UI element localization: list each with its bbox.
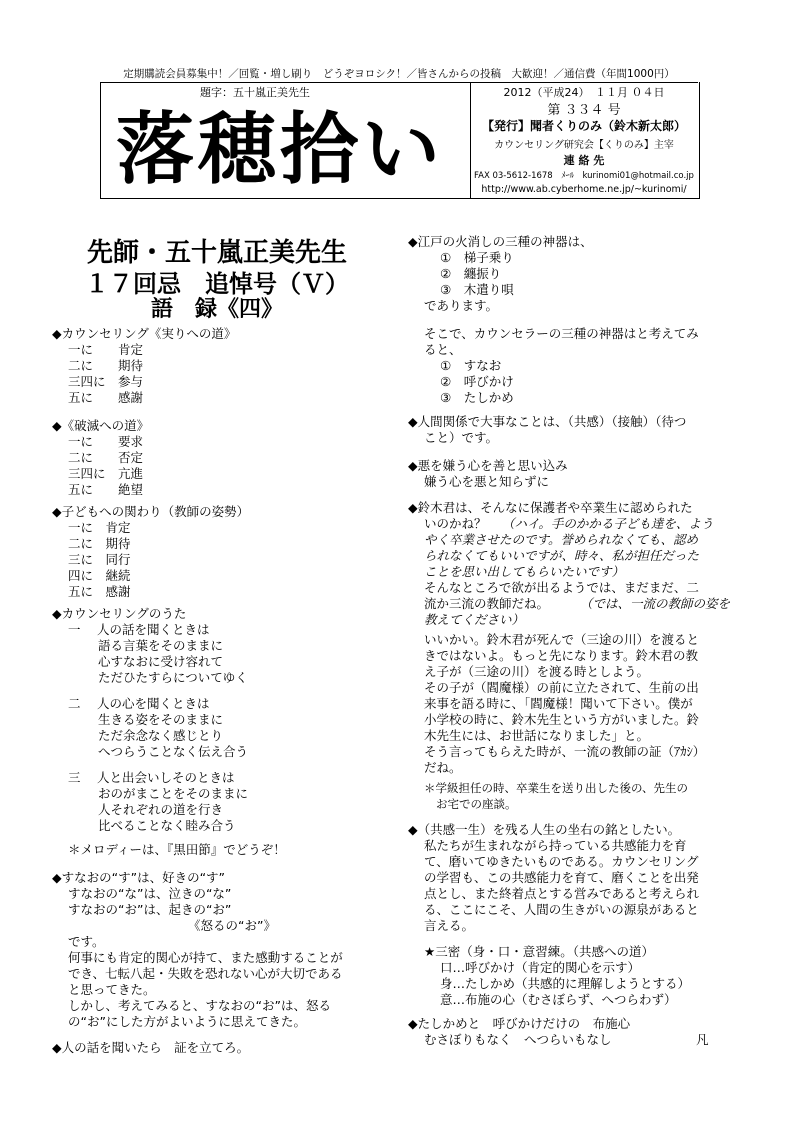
- list-item: 二に 期待: [68, 358, 144, 373]
- section-heading: ◆カウンセリングのうた: [52, 606, 187, 621]
- song-line: 生きる姿をそのままに: [98, 712, 224, 727]
- list-item: 二に 期待: [68, 536, 131, 551]
- paragraph-line: ると、: [424, 342, 462, 357]
- calligraphy-credit: 題字：五十嵐正美先生: [200, 86, 310, 99]
- paragraph-line: 言える。: [424, 918, 475, 933]
- website-url[interactable]: http://www.ab.cyberhome.ne.jp/~kurinomi/: [481, 184, 687, 195]
- list-item: ① すなお: [440, 358, 502, 373]
- list-item: ② 呼びかけ: [440, 374, 514, 389]
- paragraph-line: ◆（共感一生）を残る人生の坐右の銘としたい。: [408, 822, 681, 837]
- list-item: 四に 継続: [68, 568, 131, 583]
- paragraph-line: 流か三流の教師だね。: [424, 596, 550, 611]
- list-item: 三に 同行: [68, 552, 131, 567]
- paragraph-line: ◆鈴木君は、そんなに保護者や卒業生に認められた: [408, 500, 693, 515]
- paragraph-line: いいかい。鈴木君が死んで（三途の川）を渡ると: [424, 632, 700, 647]
- paragraph-line: 嫌う心を悪と知らずに: [424, 474, 550, 489]
- list-item: 五に 感謝: [68, 584, 131, 599]
- memorial-subtitle: １７回忌 追悼号（Ｖ）: [85, 270, 349, 298]
- issue-date: 2012（平成24） １１月 ０４日: [503, 86, 665, 99]
- fax-email: FAX 03-5612-1678 ﾒｰﾙ kurinomi01@hotmail.co.jp: [474, 171, 694, 181]
- paragraph-line: その子が（閻魔様）の前に立たされて、生前の出: [424, 680, 699, 695]
- paragraph-line: の“お”にした方がよいように思えてきた。: [68, 1014, 306, 1029]
- signature: 凡: [696, 1032, 709, 1047]
- paragraph-line: そこで、カウンセラーの三種の神器はと考えてみ: [424, 326, 699, 341]
- publisher: 【発行】聞者くりのみ（鈴木新太郎）: [481, 119, 686, 133]
- paragraph-line: 何事にも肯定的関心が持て、また感動することが: [68, 950, 343, 965]
- paragraph-line: え子が（三途の川）を渡る時としよう。: [424, 664, 650, 679]
- italic-reply: やく卒業させたのです。誉められなくても、認め: [424, 532, 699, 547]
- paragraph-line: て、磨いてゆきたいものである。カウンセリング: [424, 854, 699, 869]
- section-heading: ◆カウンセリング《実りへの道》: [52, 326, 237, 341]
- list-item: 三四に 亢進: [68, 466, 144, 481]
- paragraph-line: しかし、考えてみると、すなおの“お”は、怒る: [68, 998, 331, 1013]
- italic-reply: （では、一流の教師の姿を: [580, 596, 731, 611]
- list-item: 五に 感謝: [68, 390, 144, 405]
- section-heading: ◆子どもへの関わり（教師の姿勢）: [52, 504, 250, 519]
- song-line: 三 人と出会いしそのときは: [68, 770, 235, 785]
- paragraph-line: 口…呼びかけ（肯定的関心を示す）: [440, 960, 641, 975]
- paragraph-line: 点とし、また終着点とする営みであると考えられ: [424, 886, 700, 901]
- paragraph-line: 小学校の時に、鈴木先生という方がいました。鈴: [424, 712, 700, 727]
- italic-reply: ことを思い出してもらいたいです）: [424, 564, 625, 579]
- contact-title: 連 絡 先: [563, 154, 605, 167]
- sayings-heading: 語 録《四》: [150, 297, 283, 322]
- paragraph-line: いのかね？: [424, 516, 487, 531]
- list-item: 一に 要求: [68, 434, 144, 449]
- list-item: 二に 否定: [68, 450, 144, 465]
- footnote-line: ＊学級担任の時、卒業生を送り出した後の、先生の: [424, 781, 689, 795]
- paragraph-line: むさぼりもなく へつらいもなし: [424, 1032, 612, 1047]
- paragraph-line: そんなところで欲が出るようでは、まだまだ、二: [424, 580, 699, 595]
- paragraph-line: そう言ってもらえた時が、一流の教師の証（ｱｶｼ）: [424, 744, 706, 759]
- paragraph-line: だね。: [424, 760, 462, 775]
- logo-text: 落穂拾い: [116, 104, 445, 192]
- section-heading: ◆人の話を聞いたら 証を立てろ。: [52, 1040, 250, 1055]
- paragraph-line: すなおの“な”は、泣きの“な”: [68, 886, 232, 901]
- italic-reply: られなくてもいいですが、時々、私が担任だった: [424, 548, 700, 563]
- paragraph-line: 意…布施の心（むさぼらず、へつらわず）: [440, 992, 677, 1007]
- song-line: おのがまことをそのままに: [98, 786, 249, 801]
- list-item: 一に 肯定: [68, 342, 144, 357]
- italic-reply: 教えてください）: [424, 612, 525, 627]
- song-line: 比べることなく睦み合う: [98, 818, 236, 833]
- organization: カウンセリング研究会【くりのみ】主宰: [494, 140, 674, 151]
- paragraph-line: であります。: [424, 298, 499, 313]
- list-item: ① 梯子乗り: [440, 250, 514, 265]
- paragraph-line: ◆人間関係で大事なことは、（共感）（接触）（待つ: [408, 414, 687, 429]
- paragraph-line: 私たちが生まれながら持っている共感能力を育: [424, 838, 687, 853]
- section-heading: ◆《破滅への道》: [52, 418, 150, 433]
- paragraph-line: すなおの“お”は、起きの“お”: [68, 902, 232, 917]
- issue-number: 第 ３３４ 号: [547, 103, 621, 118]
- song-line: 語る言葉をそのままに: [98, 638, 224, 653]
- italic-reply: （ハイ。手のかかる子ども達を、よう: [502, 516, 714, 531]
- paragraph-line: と思ってきた。: [68, 982, 156, 997]
- subscription-notice: 定期購読会員募集中！／回覧・増し刷り どうぞヨロシク！／皆さんからの投稿 大歓迎！／通信費（年間1000円）: [100, 66, 698, 83]
- list-item: 一に 肯定: [68, 520, 131, 535]
- paragraph-line: ◆たしかめと 呼びかけだけの 布施心: [408, 1016, 631, 1031]
- paragraph-line: る、ここにこそ、人間の生きがいの源泉があると: [424, 902, 699, 917]
- melody-note: ＊メロディーは、『黒田節』でどうぞ！: [68, 842, 286, 857]
- paragraph-line: こと）です。: [424, 430, 499, 445]
- song-line: へつらうことなく伝え合う: [98, 744, 249, 759]
- footnote-line: お宅での座談。: [436, 797, 517, 811]
- list-item: ② 纏振り: [440, 266, 502, 281]
- paragraph-line: ★三密（身・口・意習練。（共感への道）: [424, 944, 654, 959]
- song-line: 一 人の話を聞くときは: [68, 622, 210, 637]
- song-line: 心すなおに受け容れて: [98, 654, 224, 669]
- song-line: ただひたすらについてゆく: [98, 670, 248, 685]
- paragraph-line: です。: [68, 934, 105, 949]
- list-item: 五に 絶望: [68, 482, 144, 497]
- song-line: 人それぞれの道を行き: [98, 802, 224, 817]
- section-heading: ◆江戸の火消しの三種の神器は、: [408, 234, 593, 249]
- paragraph-line: でき、七転八起・失敗を恐れない心が大切である: [68, 966, 343, 981]
- list-item: 三四に 参与: [68, 374, 144, 389]
- paragraph-line: 《怒るの“お”》: [188, 918, 276, 933]
- paragraph-line: ◆すなおの“す”は、好きの“す”: [52, 870, 226, 885]
- newsletter-logo: [108, 96, 458, 192]
- list-item: ③ たしかめ: [440, 390, 514, 405]
- paragraph-line: 身…たしかめ（共感的に理解しようとする）: [440, 976, 691, 991]
- paragraph-line: の学習も、この共感能力を育て、磨くことを出発: [424, 870, 699, 885]
- paragraph-line: ◆悪を嫌う心を善と思い込み: [408, 458, 568, 473]
- paragraph-line: 木先生には、お世話になりました」と。: [424, 728, 650, 743]
- song-line: ただ余念なく感じとり: [98, 728, 224, 743]
- list-item: ③ 木遣り唄: [440, 282, 514, 297]
- memorial-title: 先師・五十嵐正美先生: [86, 238, 347, 268]
- paragraph-line: きではないよ。もっと先になります。鈴木君の教: [424, 648, 699, 663]
- song-line: 二 人の心を聞くときは: [68, 696, 210, 711]
- paragraph-line: 来事を語る時に、「閻魔様！聞いて下さい。僕が: [424, 696, 693, 711]
